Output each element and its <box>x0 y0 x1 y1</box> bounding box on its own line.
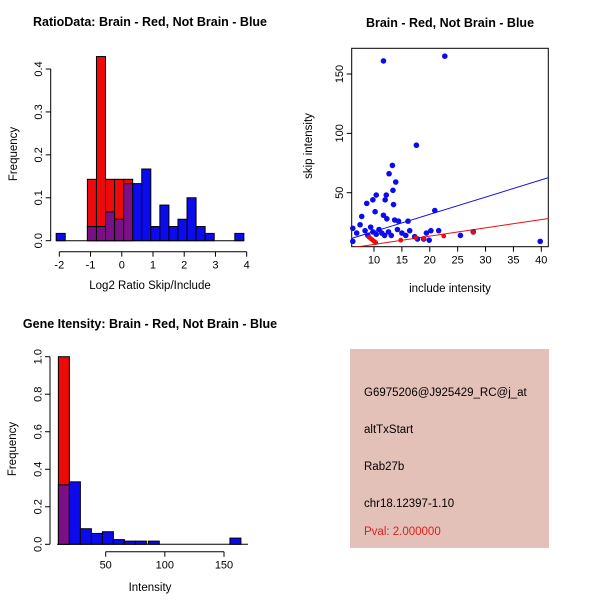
svg-text:0.4: 0.4 <box>32 461 45 477</box>
svg-text:2: 2 <box>181 259 188 272</box>
svg-text:0.3: 0.3 <box>33 104 46 120</box>
svg-text:40: 40 <box>535 254 548 267</box>
ratio-histogram-title: RatioData: Brain - Red, Not Brain - Blue <box>32 15 268 29</box>
ratio-hist-blue-bars <box>56 169 244 241</box>
gene-histogram-plot <box>0 300 300 600</box>
location-text: chr18.12397-1.10 <box>364 498 455 510</box>
intensity-scatter-axes <box>347 48 549 251</box>
ratio-histogram-panel <box>0 0 300 300</box>
svg-text:100: 100 <box>334 124 347 143</box>
intensity-scatter-plot <box>300 0 600 300</box>
intensity-scatter-panel <box>300 0 600 300</box>
gene-info-panel <box>300 300 600 600</box>
svg-text:1.0: 1.0 <box>32 349 45 365</box>
intensity-scatter-xlabel: include intensity <box>409 283 491 295</box>
svg-text:0.2: 0.2 <box>32 499 45 515</box>
intensity-scatter-ylabel: skip intensity <box>303 113 315 179</box>
svg-text:-2: -2 <box>54 259 65 272</box>
gene-hist-blue-bars <box>58 482 241 544</box>
svg-text:0: 0 <box>118 259 125 272</box>
gene-histogram-title: Gene Itensity: Brain - Red, Not Brain - Blue <box>22 317 278 331</box>
svg-text:150: 150 <box>334 64 347 84</box>
svg-text:0.1: 0.1 <box>33 190 46 206</box>
svg-text:50: 50 <box>334 186 347 199</box>
event-type-text: altTxStart <box>364 424 414 436</box>
svg-text:0.4: 0.4 <box>33 61 46 77</box>
svg-text:50: 50 <box>99 559 112 572</box>
probe-id-text: G6975206@J925429_RC@j_at <box>364 387 527 399</box>
ratio-histogram-ylabel: Frequency <box>8 126 20 182</box>
svg-text:0.2: 0.2 <box>33 147 46 163</box>
gene-intensity-histogram-panel <box>0 300 300 600</box>
svg-text:35: 35 <box>507 254 520 267</box>
svg-text:150: 150 <box>214 559 234 572</box>
svg-text:3: 3 <box>212 259 219 272</box>
svg-text:-1: -1 <box>85 259 96 272</box>
gene-name-text: Rab27b <box>364 461 405 473</box>
svg-text:30: 30 <box>479 254 492 267</box>
svg-text:0.8: 0.8 <box>32 386 45 402</box>
svg-text:0.0: 0.0 <box>32 536 45 552</box>
svg-text:0.6: 0.6 <box>32 424 45 440</box>
gene-histogram-ylabel: Frequency <box>7 421 19 477</box>
svg-text:25: 25 <box>451 254 464 267</box>
gene-info-box <box>350 349 549 548</box>
svg-text:20: 20 <box>423 254 436 267</box>
ratio-histogram-xlabel: Log2 Ratio Skip/Include <box>89 280 211 292</box>
svg-text:0.0: 0.0 <box>33 233 46 249</box>
svg-text:15: 15 <box>395 254 409 267</box>
intensity-scatter-fit-lines <box>352 178 549 248</box>
svg-text:10: 10 <box>367 254 381 267</box>
gene-histogram-xlabel: Intensity <box>128 582 172 594</box>
intensity-scatter-blue-points <box>350 53 543 244</box>
svg-text:1: 1 <box>149 259 157 272</box>
intensity-scatter-title: Brain - Red, Not Brain - Blue <box>365 16 535 30</box>
ratio-histogram-plot <box>0 0 300 300</box>
svg-text:100: 100 <box>155 559 175 572</box>
pval-text: Pval: 2.000000 <box>364 526 441 538</box>
svg-text:4: 4 <box>243 259 250 272</box>
